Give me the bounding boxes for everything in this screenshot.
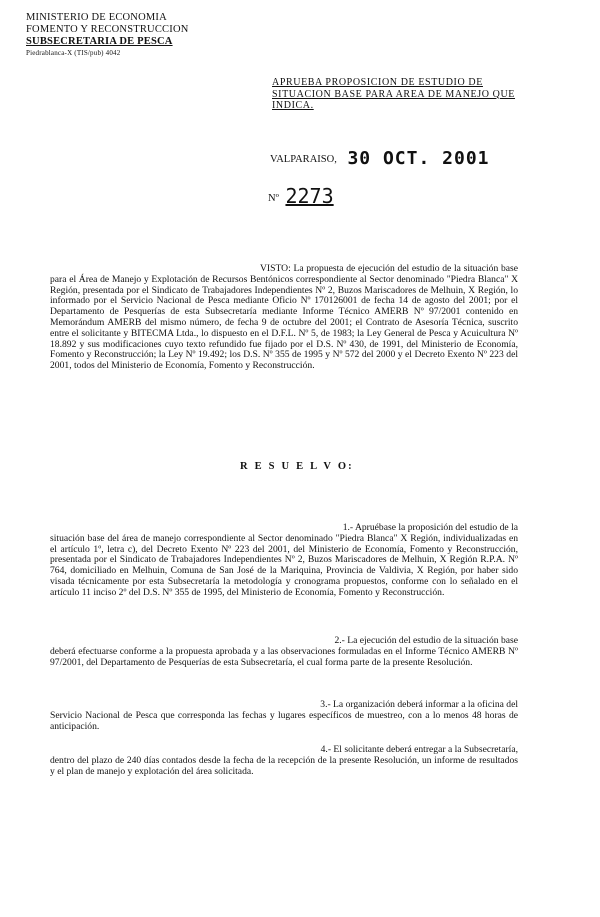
resuelvo-heading: R E S U E L V O:	[240, 461, 354, 472]
resolution-number	[268, 184, 468, 208]
point-4-lead: 4.- El solicitante deberá entregar a la Subsecretaría,	[320, 744, 518, 755]
resolution-point-2	[50, 636, 518, 668]
letterhead-reference: Piedrablanca-X (TIS/pub) 4042	[26, 49, 121, 57]
point-1-lead: 1.- Apruébase la proposición del estudio de la	[342, 522, 518, 533]
resolution-point-1	[50, 523, 518, 599]
date-stamp: 30 OCT. 2001	[347, 148, 490, 169]
point-2-lead: 2.- La ejecución del estudio de la situación base	[334, 635, 518, 646]
letterhead	[26, 12, 226, 58]
document-subject: APRUEBA PROPOSICION DE ESTUDIO DE SITUACION BASE PARA AREA DE MANEJO QUE INDICA.	[272, 77, 516, 111]
resolution-point-3	[50, 700, 518, 732]
letterhead-subsecretary: SUBSECRETARIA DE PESCA	[26, 36, 173, 47]
letterhead-ministry: MINISTERIO DE ECONOMIA	[26, 12, 167, 23]
number-label: Nº	[268, 193, 279, 204]
place-label: VALPARAISO,	[270, 154, 337, 165]
visto-text: La propuesta de ejecución del estudio de la situación base para el Área de Manejo y Explotación de Recursos Bentónicos correspondiente al Sector denominado "Piedra Blanca" X Región, presentada por el Sindicato de Trabajadores Independientes Nº 2, Buzos Mariscadores de Melhuin, X Región, lo informado por el Servicio Nacional de Pesca mediante Oficio Nº 170126001 de fecha 14 de agosto del 2001; por el Departamento de Pesquerías de esta Subsecretaría mediante Informe Técnico AMERB Nº 97/2001 contenido en Memorándum AMERB del mismo número, de fecha 9 de octubre del 2001; el Contrato de Asesoría Técnica, suscrito entre el solicitante y BITECMA Ltda., lo dispuesto en el D.F.L. Nº 5, de 1983; la Ley General de Pesca y Acuicultura Nº 18.892 y sus modificaciones cuyo texto refundido fue fijado por el D.S. Nº 430, de 1991, del Ministerio de Economía, Fomento y Reconstrucción; la Ley Nº 19.492; los D.S. Nº 355 de 1995 y Nº 572 del 2000 y el Decreto Exento Nº 223 del 2001, todos del Ministerio de Economía, Fomento y Reconstrucción.	[50, 263, 518, 372]
point-4-text: dentro del plazo de 240 días contados desde la fecha de la recepción de la presente Resolución, un informe de resultados y el plan de manejo y explotación del área solicitada.	[50, 754, 518, 777]
point-1-text: situación base del área de manejo correspondiente al Sector denominado "Piedra Blanca" X Región, individualizadas en el artículo 1º, letra c), del Decreto Exento Nº 223 del 2001, del Ministerio de Economía, Fomento y Reconstrucción, presentada por el Sindicato de Trabajadores Independientes Nº 2, Buzos Mariscadores de Melhuin, X Región R.P.A. Nº 764, domiciliado en Melhuin, Comuna de San José de la Mariquina, Provincia de Valdivia, X Región, por haber sido visada técnicamente por esta Subsecretaría la metodología y cronograma propuestos, conforme con lo señalado en el artículo 11 inciso 2º del D.S. Nº 355 de 1995, del Ministerio de Economía, Fomento y Reconstrucción.	[50, 532, 518, 598]
point-3-lead: 3.- La organización deberá informar a la oficina del	[320, 699, 518, 710]
point-3-text: Servicio Nacional de Pesca que corresponda las fechas y lugares específicos de muestreo, con a lo menos 48 horas de anticipación.	[50, 709, 518, 732]
resolution-point-4	[50, 745, 518, 777]
number-stamp: 2273	[285, 184, 334, 208]
point-2-text: deberá efectuarse conforme a la propuesta aprobada y a las observaciones formuladas en el Informe Técnico AMERB Nº 97/2001, del Departamento de Pesquerías de esta Subsecretaría, el cual forma parte de la presente Resolución.	[50, 645, 518, 668]
visto-label: VISTO:	[260, 263, 291, 274]
place-date	[270, 148, 570, 169]
visto-paragraph	[50, 264, 518, 372]
letterhead-ministry-sub: FOMENTO Y RECONSTRUCCION	[26, 24, 189, 35]
